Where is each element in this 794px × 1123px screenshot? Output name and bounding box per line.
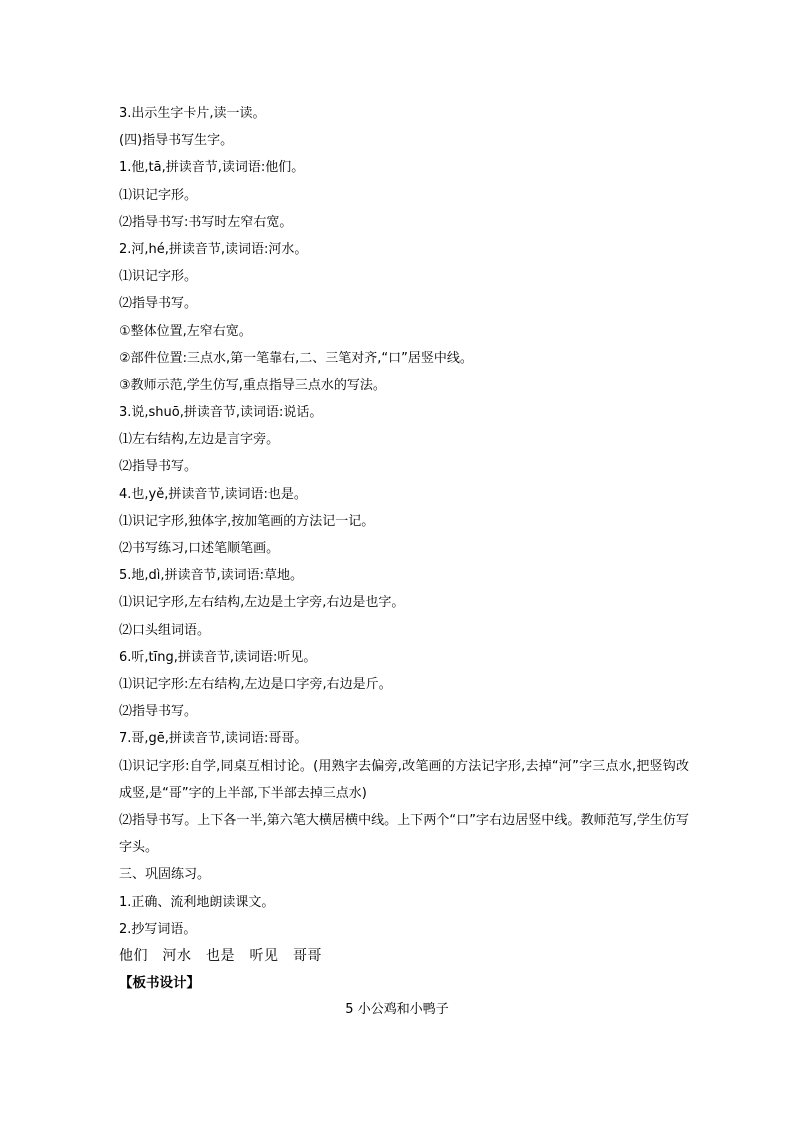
paragraph: ⑴识记字形:自学,同桌互相讨论。(用熟字去偏旁,改笔画的方法记字形,去掉“河”字三点水,把竖钩改成竖,是“哥”字的上半部,下半部去掉三点水) (119, 758, 689, 801)
text-line: 7.哥,gē,拼读音节,读词语:哥哥。 (119, 731, 308, 747)
text-line: 6.听,tīng,拼读音节,读词语:听见。 (119, 649, 317, 665)
text-line: ⑵书写练习,口述笔顺笔画。 (119, 541, 280, 556)
text-line: ⑵指导书写。 (119, 459, 198, 475)
text-line: 1.他,tā,拼读音节,读词语:他们。 (119, 160, 305, 176)
text-line: ⑴左右结构,左边是言字旁。 (119, 432, 280, 448)
vocabulary-line: 他们 河水 也是 听见 哥哥 (119, 947, 322, 964)
text-line: ②部件位置:三点水,第一笔靠右,二、三笔对齐,“口”居竖中线。 (119, 350, 473, 366)
text-line: ①整体位置,左窄右宽。 (119, 323, 252, 339)
text-line: ⑴识记字形。 (119, 269, 198, 285)
section-heading: (四)指导书写生字。 (119, 133, 234, 149)
text-line: ⑴识记字形:左右结构,左边是口字旁,右边是斤。 (119, 676, 392, 692)
text-line: 5.地,dì,拼读音节,读词语:草地。 (119, 568, 304, 584)
text-line: ⑴识记字形。 (119, 187, 198, 203)
paragraph: ⑵指导书写。上下各一半,第六笔大横居横中线。上下两个“口”字右边居竖中线。教师范写,学生仿写字头。 (119, 812, 689, 856)
board-title: 5 小公鸡和小鸭子 (345, 1002, 449, 1017)
text-line: ⑵指导书写:书写时左窄右宽。 (119, 214, 293, 230)
board-design-heading: 【板书设计】 (119, 975, 200, 992)
text-line: ⑴识记字形,独体字,按加笔画的方法记一记。 (119, 513, 375, 529)
text-line: 1.正确、流利地朗读课文。 (119, 894, 275, 910)
text-line: 3.出示生字卡片,读一读。 (119, 106, 266, 121)
text-line: ⑵指导书写。 (119, 296, 198, 312)
text-line: ⑵口头组词语。 (119, 622, 211, 638)
text-line: 4.也,yě,拼读音节,读词语:也是。 (119, 486, 307, 502)
text-line: ⑴识记字形,左右结构,左边是土字旁,右边是也字。 (119, 595, 405, 611)
text-line: 3.说,shuō,拼读音节,读词语:说话。 (119, 405, 323, 421)
text-line: ③教师示范,学生仿写,重点指导三点水的写法。 (119, 377, 386, 393)
text-line: ⑵指导书写。 (119, 704, 198, 720)
document-body (119, 100, 689, 997)
section-heading: 三、巩固练习。 (119, 867, 211, 883)
text-line: 2.河,hé,拼读音节,读词语:河水。 (119, 241, 308, 257)
text-line: 2.抄写词语。 (119, 921, 197, 937)
